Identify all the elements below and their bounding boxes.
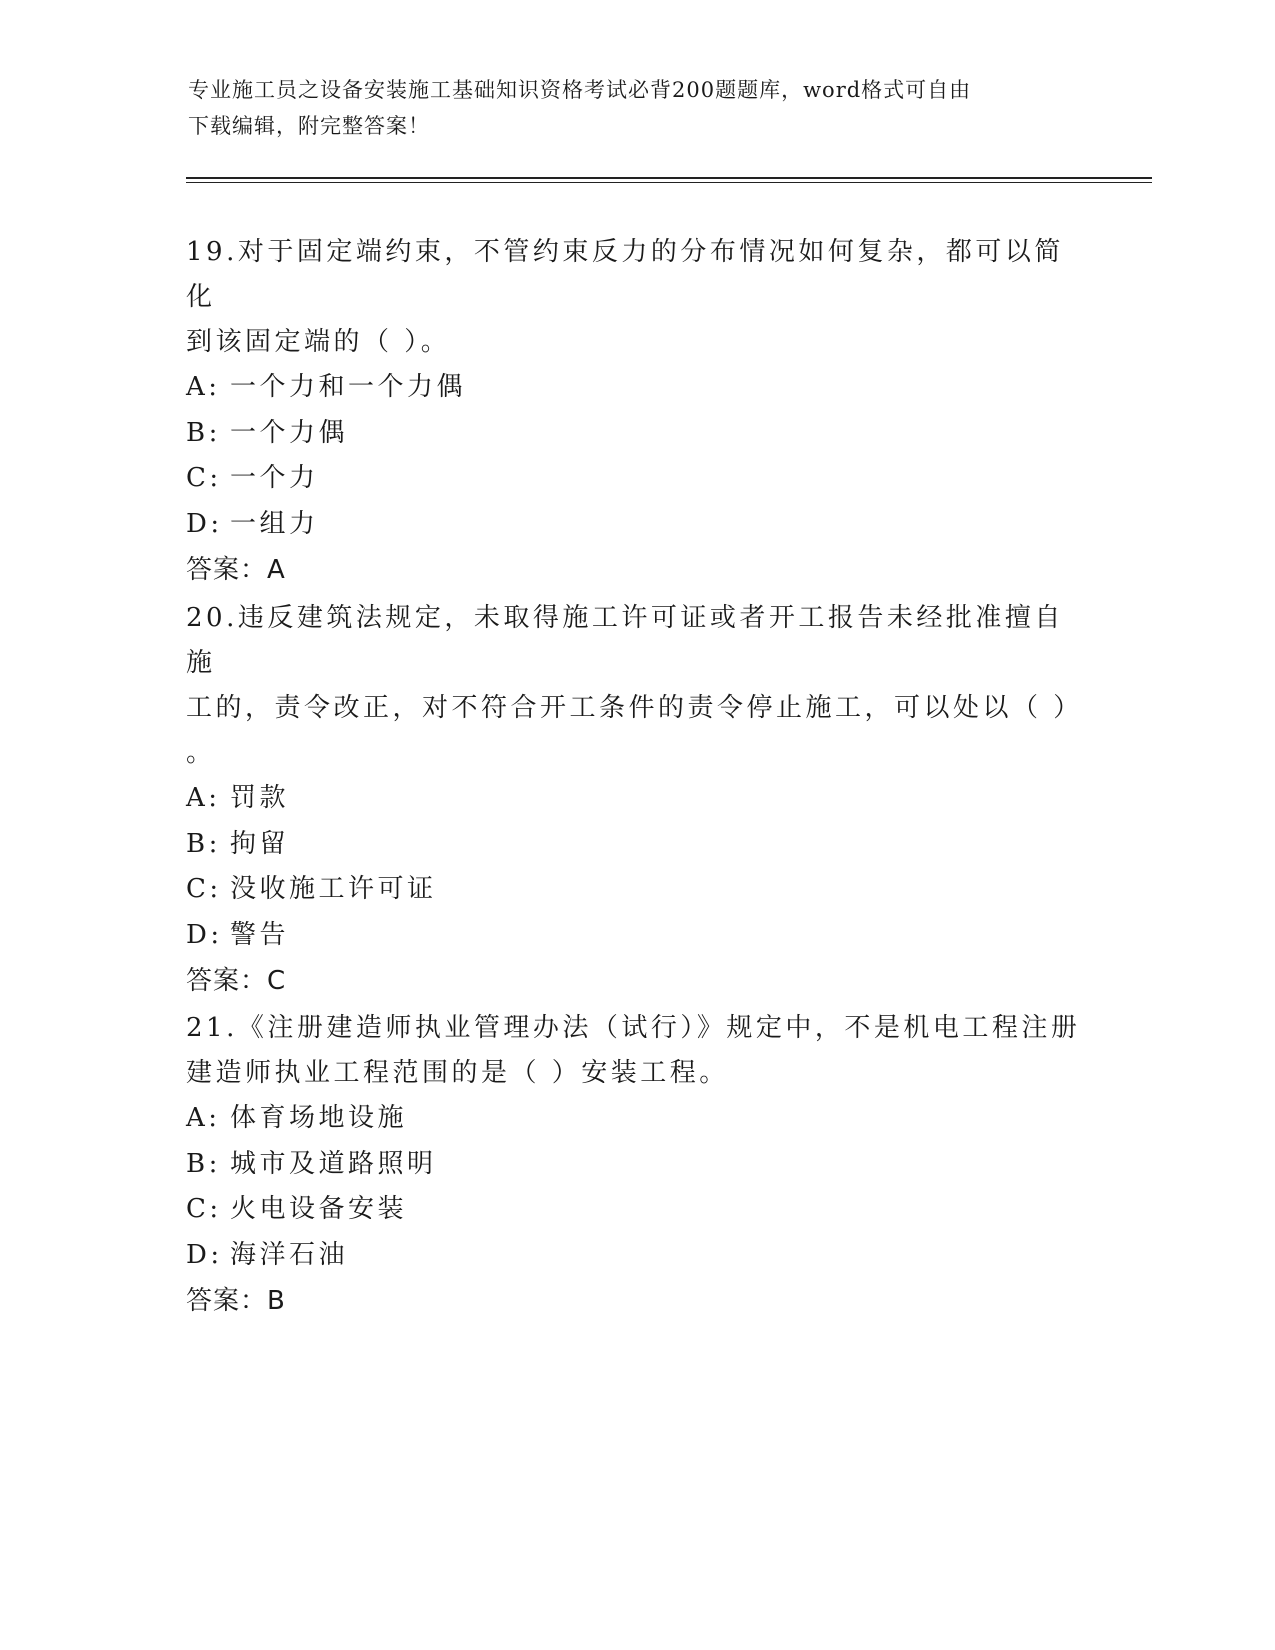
option-text: 一个力和一个力偶 [230, 372, 467, 402]
option-text: 火电设备安装 [230, 1194, 408, 1224]
option-letter: D: [186, 508, 223, 539]
option-text: 一组力 [230, 508, 319, 539]
question-text-line-2: 建造师执业工程范围的是（ ）安装工程。 [186, 1058, 729, 1088]
header-line-1: 专业施工员之设备安装施工基础知识资格考试必背200题题库，word格式可自由 [188, 78, 972, 102]
option-letter: B: [186, 828, 221, 859]
option-a [186, 776, 1086, 822]
option-letter: A: [186, 783, 221, 813]
question-19 [186, 230, 1086, 593]
option-d [186, 502, 1086, 548]
option-letter: C: [186, 874, 222, 904]
option-b [186, 411, 1086, 457]
option-letter: A: [186, 372, 221, 402]
question-text-line-2: 到该固定端的（ ）。 [186, 327, 451, 357]
question-text-line-2: 工的，责令改正，对不符合开工条件的责令停止施工，可以处以（ ） [186, 693, 1083, 723]
answer-label: 答案：A [186, 555, 286, 585]
option-b [186, 822, 1086, 868]
option-text: 一个力偶 [230, 417, 349, 448]
document-header [188, 72, 1088, 144]
question-20 [186, 596, 1086, 1004]
question-21 [186, 1006, 1086, 1324]
option-text: 城市及道路照明 [230, 1148, 437, 1179]
option-letter: D: [186, 1239, 223, 1270]
header-divider-thin [186, 182, 1152, 183]
option-letter: D: [186, 919, 223, 950]
option-a [186, 365, 1086, 411]
question-text-line-1: 21.《注册建造师执业管理办法（试行）》规定中，不是机电工程注册 [186, 1013, 1081, 1043]
option-text: 体育场地设施 [230, 1103, 408, 1133]
header-divider-thick [186, 177, 1152, 179]
answer-label: 答案：C [186, 966, 287, 996]
option-letter: B: [186, 417, 221, 448]
option-text: 警告 [230, 919, 290, 950]
answer-label: 答案：B [186, 1286, 286, 1316]
question-text-line-1: 19.对于固定端约束，不管约束反力的分布情况如何复杂，都可以简化 [186, 237, 1064, 312]
option-b [186, 1142, 1086, 1188]
option-letter: C: [186, 463, 222, 493]
option-c [186, 867, 1086, 913]
option-a [186, 1096, 1086, 1142]
option-letter: B: [186, 1148, 221, 1179]
option-d [186, 913, 1086, 959]
option-text: 没收施工许可证 [230, 874, 437, 904]
question-text-line-3: 。 [186, 738, 216, 768]
question-text-line-1: 20.违反建筑法规定，未取得施工许可证或者开工报告未经批准擅自施 [186, 603, 1064, 678]
option-c [186, 456, 1086, 502]
option-text: 拘留 [230, 828, 290, 859]
option-letter: C: [186, 1194, 222, 1224]
option-text: 罚款 [230, 783, 290, 813]
option-letter: A: [186, 1103, 221, 1133]
option-d [186, 1233, 1086, 1279]
option-text: 一个力 [230, 463, 319, 493]
header-line-2: 下载编辑，附完整答案！ [188, 114, 430, 138]
option-c [186, 1187, 1086, 1233]
option-text: 海洋石油 [230, 1239, 349, 1270]
